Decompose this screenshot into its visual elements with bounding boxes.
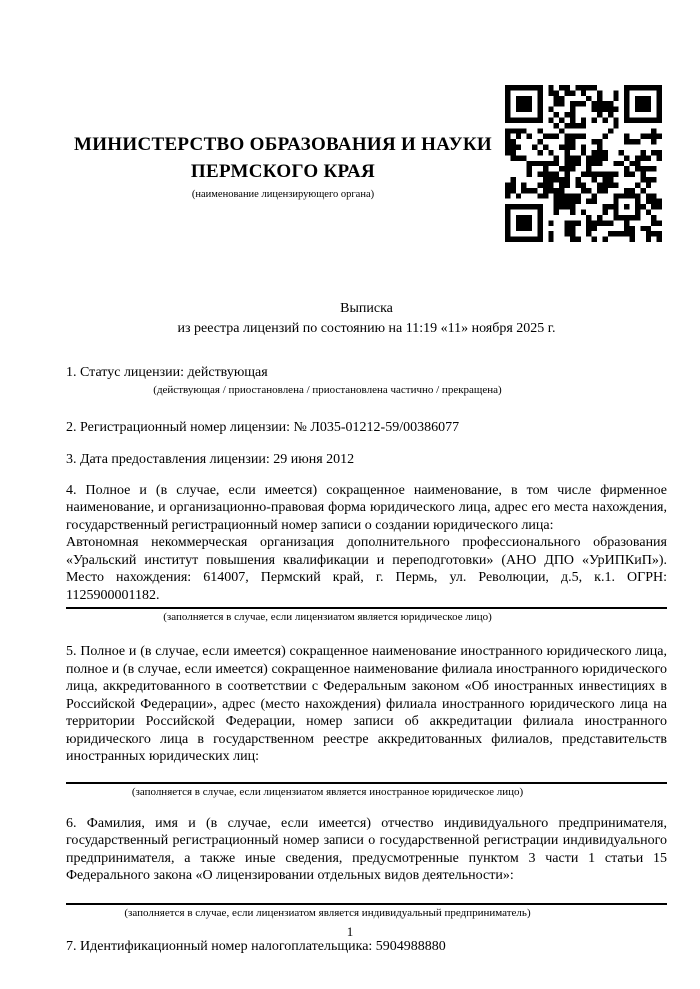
item-foreign-entity (66, 643, 667, 799)
item-license-status (66, 364, 667, 397)
ministry-name-line1: МИНИСТЕРСТВО ОБРАЗОВАНИЯ И НАУКИ (73, 134, 493, 155)
license-status-text: 1. Статус лицензии: действующая (66, 365, 268, 380)
document-body (66, 299, 667, 955)
title-line2: из реестра лицензий по состоянию на 11:19 «11» ноября 2025 г. (177, 320, 556, 336)
license-status-note: (действующая / приостановлена / приостановлена частично / прекращена) (153, 383, 502, 396)
individual-entrepreneur-label: 6. Фамилия, имя и (в случае, если имеется) отчество индивидуального предпринимателя, государственный регистрационный номер записи о государственной регистрации индивидуального предпринимателя, а также иные сведения, предусмотренные пунктом 3 части 1 статьи 15 Федерального закона «О лицензировании отдельных видов деятельности»: (66, 815, 667, 883)
legal-entity-field-rule (66, 607, 667, 609)
item-individual-entrepreneur (66, 815, 667, 920)
licensing-authority-header (66, 131, 500, 201)
individual-entrepreneur-field-rule (66, 903, 667, 905)
document-title (66, 299, 667, 338)
foreign-entity-label: 5. Полное и (в случае, если имеется) сокращенное наименование иностранного юридического лица, полное и (в случае, если имеется) сокращенное наименование филиала иностранного юридического лица, аккредитованного в соответствии с Федеральным законом «Об иностранных инвестициях в Российской Федерации», адрес (место нахождения) филиала иностранного юридического лица на территории Российской Федерации, номер записи об аккредитации филиала иностранного юридического лица в государственном реестре аккредитованных филиалов, представительств иностранных юридических лиц: (66, 644, 667, 764)
registration-number-text: 2. Регистрационный номер лицензии: № Л035-01212-59/00386077 (66, 419, 460, 435)
qr-code-icon (505, 85, 662, 242)
license-grant-date-text: 3. Дата предоставления лицензии: 29 июня 2012 (66, 452, 355, 467)
individual-entrepreneur-note: (заполняется в случае, если лицензиатом является индивидуальный предприниматель) (124, 906, 531, 919)
item-taxpayer-number (66, 938, 667, 956)
page-number: 1 (346, 924, 354, 939)
item-license-grant-date (66, 451, 667, 469)
legal-entity-value: Автономная некоммерческая организация дополнительного профессионального образования «Уральский институт повышения квалификации и переподготовки» (АНО ДПО «УрИПКиП»). Место нахождения: 614007, Пермский край, г. Пермь, ул. Революции, д.5, к.1. ОГРН: 1125900001182. (66, 535, 667, 603)
foreign-entity-field-rule (66, 782, 667, 784)
ministry-name-line2: ПЕРМСКОГО КРАЯ (190, 161, 376, 182)
item-registration-number (66, 419, 667, 437)
legal-entity-label: 4. Полное и (в случае, если имеется) сокращенное наименование, в том числе фирменное наименование, и организационно-правовая форма юридического лица, адрес его места нахождения, государственный регистрационный номер записи о создании юридического лица: (66, 482, 667, 533)
taxpayer-number-text: 7. Идентификационный номер налогоплательщика: 5904988880 (66, 938, 446, 954)
foreign-entity-note: (заполняется в случае, если лицензиатом является иностранное юридическое лицо) (131, 785, 524, 798)
title-line1: Выписка (340, 301, 393, 316)
document-header-area (0, 0, 700, 242)
legal-entity-note: (заполняется в случае, если лицензиатом является юридическое лицо) (163, 611, 492, 623)
item-legal-entity (66, 482, 667, 625)
licensing-authority-caption: (наименование лицензирующего органа) (191, 189, 375, 200)
